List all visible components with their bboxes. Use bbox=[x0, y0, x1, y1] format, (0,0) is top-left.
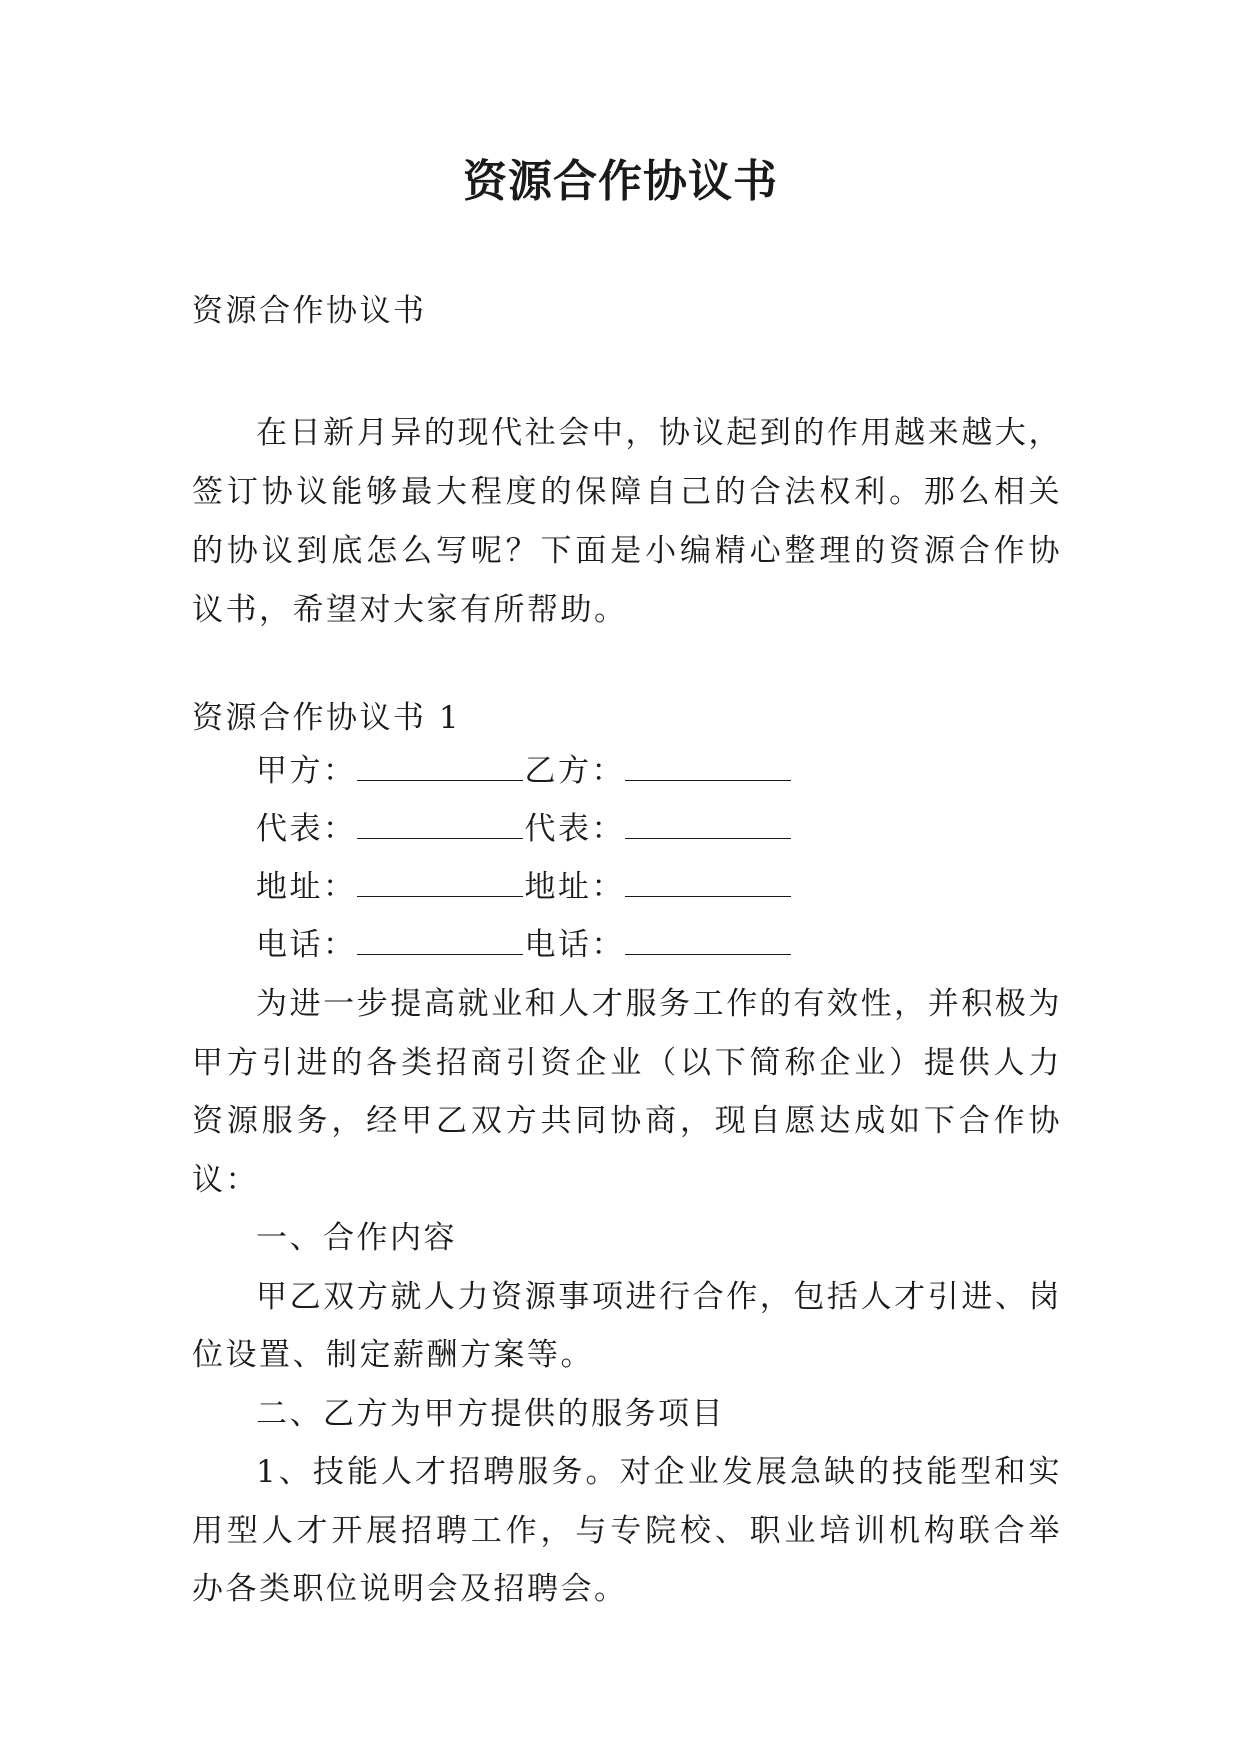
cooperation-content-paragraph: 甲乙双方就人力资源事项进行合作，包括人才引进、岗位设置、制定薪酬方案等。 bbox=[192, 1278, 1062, 1373]
party-a-phone-blank bbox=[357, 928, 523, 955]
party-row-address bbox=[256, 858, 956, 916]
section-title: 资源合作协议书 1 bbox=[192, 700, 462, 736]
party-a-label: 甲方： bbox=[256, 753, 357, 789]
party-a-blank bbox=[357, 754, 523, 781]
party-a-address-label: 地址： bbox=[256, 869, 357, 905]
agreement-body bbox=[192, 975, 1062, 1619]
party-b-phone-label: 电话： bbox=[524, 927, 625, 963]
party-b-representative-label: 代表： bbox=[524, 811, 625, 847]
party-a-address-blank bbox=[357, 870, 523, 897]
party-a-representative-label: 代表： bbox=[256, 811, 357, 847]
party-b-address-blank bbox=[625, 870, 791, 897]
party-b-blank bbox=[625, 754, 791, 781]
party-b-phone-blank bbox=[625, 928, 791, 955]
heading-cooperation-content: 一、合作内容 bbox=[256, 1220, 457, 1256]
intro-paragraph: 在日新月异的现代社会中，协议起到的作用越来越大，签订协议能够最大程度的保障自己的合法权利。那么相关的协议到底怎么写呢？下面是小编精心整理的资源合作协议书，希望对大家有所帮助。 bbox=[192, 415, 1062, 628]
party-b-label: 乙方： bbox=[524, 753, 625, 789]
party-b-representative-blank bbox=[625, 812, 791, 839]
party-row-representative bbox=[256, 800, 956, 858]
party-a-phone-label: 电话： bbox=[256, 927, 357, 963]
document-title: 资源合作协议书 bbox=[463, 156, 778, 207]
document-subtitle: 资源合作协议书 bbox=[192, 293, 427, 329]
party-b-address-label: 地址： bbox=[524, 869, 625, 905]
service-item-1-paragraph: 1、技能人才招聘服务。对企业发展急缺的技能型和实用型人才开展招聘工作，与专院校、职业培训机构联合举办各类职位说明会及招聘会。 bbox=[192, 1454, 1062, 1607]
purpose-paragraph: 为进一步提高就业和人才服务工作的有效性，并积极为甲方引进的各类招商引资企业（以下简称企业）提供人力资源服务，经甲乙双方共同协商，现自愿达成如下合作协议： bbox=[192, 986, 1062, 1198]
party-a-representative-blank bbox=[357, 812, 523, 839]
heading-service-items: 二、乙方为甲方提供的服务项目 bbox=[256, 1395, 725, 1432]
parties-block bbox=[256, 742, 956, 974]
party-row-phone bbox=[256, 916, 956, 974]
party-row-name bbox=[256, 742, 956, 800]
